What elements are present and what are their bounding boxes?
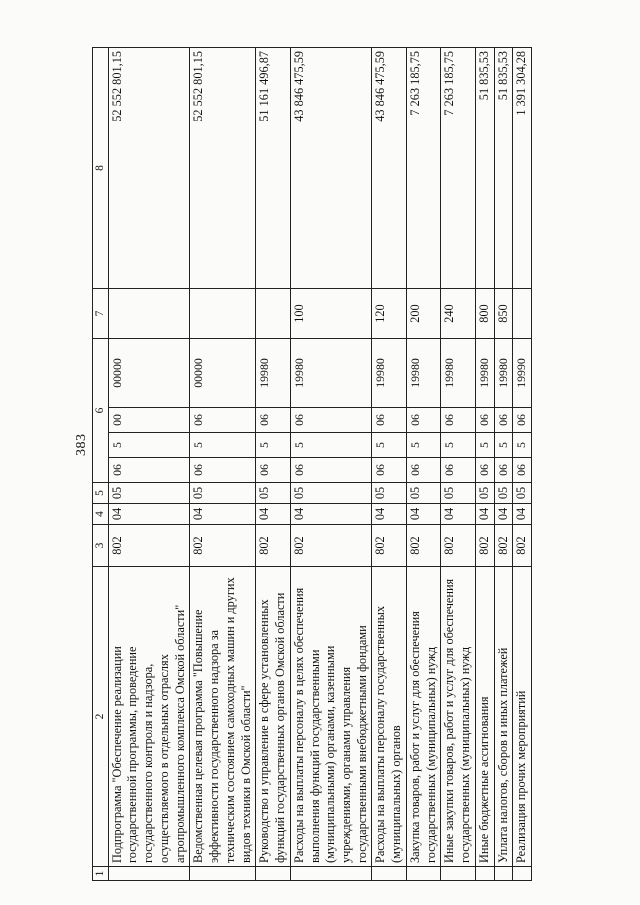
table-row [513, 48, 532, 881]
cell-section-code: 04 [494, 504, 513, 525]
cell-target-code-part1: 06 [372, 458, 406, 483]
cell-target-code-part3: 06 [494, 408, 513, 433]
cell-target-code-part2: 5 [372, 433, 406, 458]
cell-col1 [108, 867, 190, 881]
cell-target-code-part1: 06 [475, 458, 494, 483]
cell-name: Ведомственная целевая программа "Повышение эффективности государственного надзора за техническим состоянием самоходных машин и других видов техники в Омской области" [190, 567, 256, 867]
cell-target-code-part4: 19980 [256, 339, 290, 408]
cell-expense-type: 120 [372, 289, 406, 339]
cell-target-code-part4: 19990 [513, 339, 532, 408]
cell-section-code: 04 [372, 504, 406, 525]
cell-col1 [441, 867, 475, 881]
cell-name: Закупка товаров, работ и услуг для обеспечения государственных (муниципальных) нужд [406, 567, 440, 867]
cell-department-code: 802 [108, 525, 190, 567]
cell-section-code: 04 [108, 504, 190, 525]
cell-target-code-part3: 06 [256, 408, 290, 433]
cell-subsection-code: 05 [108, 483, 190, 504]
cell-department-code: 802 [406, 525, 440, 567]
cell-expense-type: 240 [441, 289, 475, 339]
cell-department-code: 802 [290, 525, 372, 567]
cell-target-code-part1: 06 [494, 458, 513, 483]
cell-target-code-part4: 19980 [441, 339, 475, 408]
cell-target-code-part3: 06 [406, 408, 440, 433]
cell-target-code-part4: 00000 [190, 339, 256, 408]
table-row [441, 48, 475, 881]
cell-section-code: 04 [190, 504, 256, 525]
cell-target-code-part1: 06 [441, 458, 475, 483]
cell-expense-type: 850 [494, 289, 513, 339]
cell-target-code-part2: 5 [190, 433, 256, 458]
cell-col1 [372, 867, 406, 881]
cell-col1 [190, 867, 256, 881]
cell-subsection-code: 05 [441, 483, 475, 504]
cell-name: Иные бюджетные ассигнования [475, 567, 494, 867]
table-row [372, 48, 406, 881]
table-row [256, 48, 290, 881]
cell-target-code-part3: 06 [372, 408, 406, 433]
cell-expense-type [513, 289, 532, 339]
cell-col1 [256, 867, 290, 881]
cell-department-code: 802 [475, 525, 494, 567]
cell-section-code: 04 [475, 504, 494, 525]
cell-subsection-code: 05 [406, 483, 440, 504]
cell-name: Подпрограмма "Обеспечение реализации государственной программы, проведение государственного контроля и надзора, осуществляемого в отдельных отраслях агропромышленного комплекса Омской области" [108, 567, 190, 867]
cell-target-code-part2: 5 [256, 433, 290, 458]
cell-section-code: 04 [290, 504, 372, 525]
cell-expense-type: 200 [406, 289, 440, 339]
table-row [475, 48, 494, 881]
cell-amount: 1 391 304,28 [513, 48, 532, 289]
cell-target-code-part3: 06 [441, 408, 475, 433]
cell-name: Руководство и управление в сфере установленных функций государственных органов Омской области [256, 567, 290, 867]
column-number: 2 [93, 567, 109, 867]
cell-target-code-part2: 5 [513, 433, 532, 458]
cell-section-code: 04 [441, 504, 475, 525]
column-number: 8 [93, 48, 109, 289]
cell-target-code-part1: 06 [190, 458, 256, 483]
cell-target-code-part3: 06 [290, 408, 372, 433]
cell-target-code-part2: 5 [475, 433, 494, 458]
cell-name: Реализация прочих мероприятий [513, 567, 532, 867]
cell-name: Уплата налогов, сборов и иных платежей [494, 567, 513, 867]
column-number: 5 [93, 483, 109, 504]
column-number: 4 [93, 504, 109, 525]
cell-target-code-part1: 06 [290, 458, 372, 483]
table-body [108, 48, 531, 881]
cell-target-code-part3: 00 [108, 408, 190, 433]
column-number-row [93, 48, 109, 881]
cell-subsection-code: 05 [290, 483, 372, 504]
column-number: 7 [93, 289, 109, 339]
cell-name: Иные закупки товаров, работ и услуг для обеспечения государственных (муниципальных) нужд [441, 567, 475, 867]
table-row [290, 48, 372, 881]
cell-subsection-code: 05 [513, 483, 532, 504]
cell-department-code: 802 [256, 525, 290, 567]
cell-department-code: 802 [513, 525, 532, 567]
table-row [406, 48, 440, 881]
cell-target-code-part1: 06 [513, 458, 532, 483]
cell-target-code-part4: 19980 [475, 339, 494, 408]
cell-amount: 7 263 185,75 [406, 48, 440, 289]
table-row [494, 48, 513, 881]
cell-target-code-part1: 06 [406, 458, 440, 483]
page-number: 383 [74, 433, 89, 456]
cell-target-code-part4: 19980 [494, 339, 513, 408]
cell-name: Расходы на выплаты персоналу в целях обеспечения выполнения функций государственными (муниципальными) органами, казенными учреждениями, органами управления государственными внебюджетными фондами [290, 567, 372, 867]
cell-target-code-part3: 06 [475, 408, 494, 433]
cell-target-code-part3: 06 [190, 408, 256, 433]
cell-target-code-part2: 5 [494, 433, 513, 458]
cell-section-code: 04 [256, 504, 290, 525]
cell-department-code: 802 [190, 525, 256, 567]
cell-target-code-part4: 00000 [108, 339, 190, 408]
cell-subsection-code: 05 [372, 483, 406, 504]
cell-section-code: 04 [513, 504, 532, 525]
column-number: 6 [93, 339, 109, 483]
cell-col1 [290, 867, 372, 881]
cell-expense-type: 100 [290, 289, 372, 339]
cell-target-code-part4: 19980 [406, 339, 440, 408]
cell-target-code-part3: 06 [513, 408, 532, 433]
cell-target-code-part2: 5 [108, 433, 190, 458]
cell-name: Расходы на выплаты персоналу государственных (муниципальных) органов [372, 567, 406, 867]
cell-amount: 52 552 801,15 [190, 48, 256, 289]
cell-amount: 43 846 475,59 [372, 48, 406, 289]
cell-department-code: 802 [494, 525, 513, 567]
cell-target-code-part1: 06 [108, 458, 190, 483]
cell-amount: 7 263 185,75 [441, 48, 475, 289]
budget-table [92, 47, 532, 881]
cell-expense-type [256, 289, 290, 339]
cell-col1 [406, 867, 440, 881]
cell-target-code-part1: 06 [256, 458, 290, 483]
cell-department-code: 802 [441, 525, 475, 567]
cell-target-code-part2: 5 [290, 433, 372, 458]
cell-expense-type: 800 [475, 289, 494, 339]
cell-subsection-code: 05 [256, 483, 290, 504]
cell-subsection-code: 05 [190, 483, 256, 504]
table-row [190, 48, 256, 881]
cell-section-code: 04 [406, 504, 440, 525]
cell-expense-type [190, 289, 256, 339]
cell-subsection-code: 05 [475, 483, 494, 504]
cell-target-code-part4: 19980 [290, 339, 372, 408]
cell-amount: 52 552 801,15 [108, 48, 190, 289]
cell-target-code-part2: 5 [441, 433, 475, 458]
cell-target-code-part2: 5 [406, 433, 440, 458]
cell-target-code-part4: 19980 [372, 339, 406, 408]
cell-department-code: 802 [372, 525, 406, 567]
column-number: 3 [93, 525, 109, 567]
cell-expense-type [108, 289, 190, 339]
cell-amount: 51 835,53 [494, 48, 513, 289]
cell-subsection-code: 05 [494, 483, 513, 504]
column-number: 1 [93, 867, 109, 881]
cell-col1 [494, 867, 513, 881]
cell-col1 [513, 867, 532, 881]
cell-amount: 51 835,53 [475, 48, 494, 289]
table-row [108, 48, 190, 881]
cell-amount: 51 161 496,87 [256, 48, 290, 289]
cell-amount: 43 846 475,59 [290, 48, 372, 289]
cell-col1 [475, 867, 494, 881]
